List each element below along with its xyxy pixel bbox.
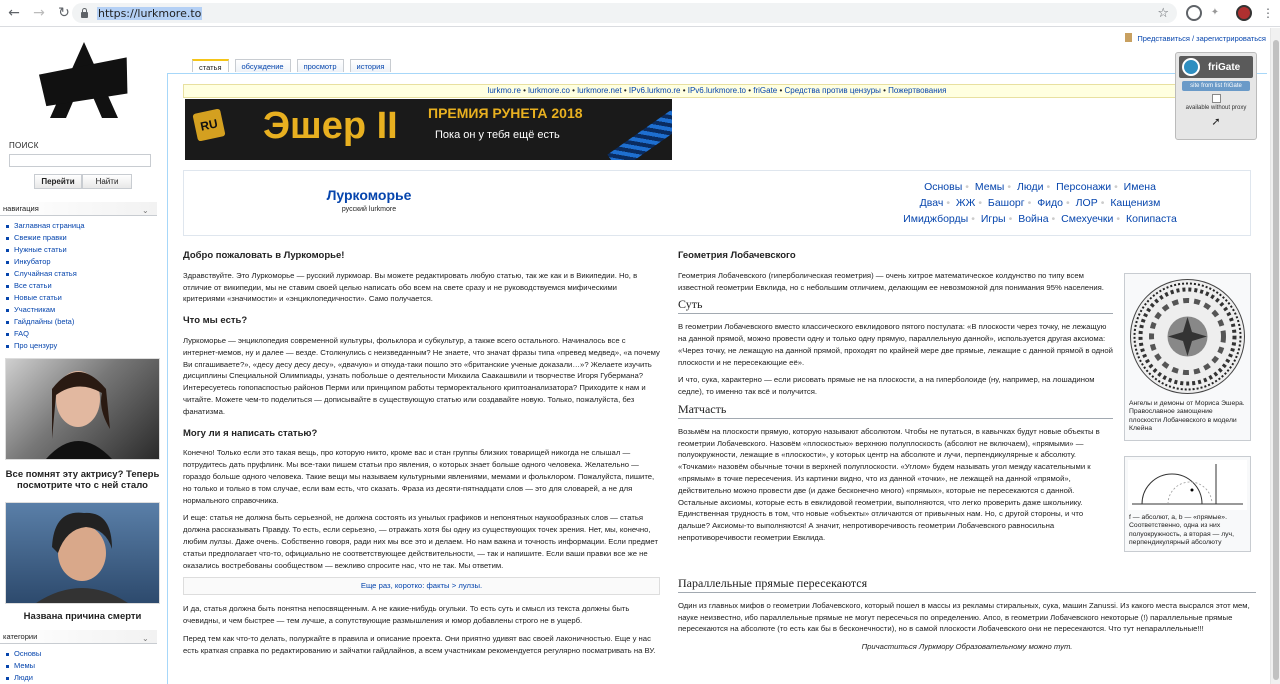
nav-list xyxy=(6,220,85,352)
portal-link[interactable]: Двач xyxy=(919,197,944,209)
hyperbolic-diagram-image xyxy=(1128,460,1247,510)
back-icon[interactable]: ← xyxy=(8,5,20,21)
portal-link[interactable]: Персонажи xyxy=(1056,181,1112,193)
thumb-caption-escher: Ангелы и демоны от Мориса Эшера. Православное замощение плоскости Лобачевского в модели Клейна xyxy=(1129,400,1245,433)
search-input[interactable] xyxy=(9,154,151,167)
thumb-caption-diagram: f — абсолют, a, b — «прямые». Соответственно, одна из них полуокружность, а вторая — луч, перпендикулярный абсолюту xyxy=(1129,514,1234,547)
link-mirror[interactable]: IPv6.lurkmore.to xyxy=(687,86,746,95)
ad-caption-2[interactable]: Названа причина смерти xyxy=(23,611,142,622)
login-link[interactable]: Представиться / зарегистрироваться xyxy=(1137,34,1266,43)
ad-image-singer[interactable] xyxy=(5,502,160,604)
essence-text-2: И что, сука, характерно — если рисовать прямые не на плоскости, а на гиперболоиде (ну, например, на лошадином седле), то именно так всё и получится. xyxy=(678,375,1095,397)
extension-pin-icon[interactable]: ✦ xyxy=(1207,5,1223,21)
nav-title: навигация xyxy=(3,204,39,213)
frigate-header xyxy=(1179,56,1253,78)
award-banner[interactable] xyxy=(185,99,672,160)
portal-link[interactable]: Фидо xyxy=(1037,197,1064,209)
section-heading-theory: Матчасть xyxy=(678,404,1113,419)
frigate-checkbox-icon[interactable] xyxy=(1212,94,1221,103)
portal-link[interactable]: Игры xyxy=(980,213,1006,225)
section-heading-parallels: Параллельные прямые пересекаются xyxy=(678,578,1256,593)
address-bar[interactable] xyxy=(72,3,1177,23)
url-text[interactable]: https://lurkmore.to xyxy=(98,6,202,20)
menu-icon[interactable]: ⋮ xyxy=(1262,6,1274,20)
site-logo[interactable] xyxy=(34,40,134,122)
category-item[interactable]: Люди xyxy=(6,672,41,684)
content-area xyxy=(167,73,1267,684)
ru-badge-icon: RU xyxy=(192,108,225,141)
tab-discussion[interactable]: обсуждение xyxy=(235,59,291,72)
portal-link[interactable]: Копипаста xyxy=(1125,213,1177,225)
section-heading-essence: Суть xyxy=(678,299,1113,314)
right-column xyxy=(678,250,1113,550)
join-text[interactable]: Причаститься Луркмору Образовательному можно тут. xyxy=(861,642,1073,652)
frigate-proxy-label: available without proxy xyxy=(1185,105,1247,111)
link-donate[interactable]: Пожертвования xyxy=(888,86,947,95)
link-mirror[interactable]: lurkmore.net xyxy=(577,86,622,95)
right-column-bottom xyxy=(678,578,1256,659)
link-mirror[interactable]: lurkmo.re xyxy=(487,86,521,95)
nav-item[interactable]: Гайдлайны (beta) xyxy=(6,316,85,328)
thumb-escher[interactable] xyxy=(1124,273,1251,441)
portal-row-3: Имиджборды • Игры • Война • Смехуечки • Копипаста xyxy=(903,213,1177,225)
link-mirror[interactable]: IPv6.lurkmo.re xyxy=(628,86,681,95)
nav-item[interactable]: Заглавная страница xyxy=(6,220,85,232)
portal-link[interactable]: Башорг xyxy=(987,197,1025,209)
portal-row-1: Основы • Мемы • Люди • Персонажи • Имена xyxy=(924,181,1156,193)
essence-text-1: В геометрии Лобачевского вместо классического евклидового пятого постулата: «В плоскости через точку, не лежащую на данной прямой, можно провести одну и только одну прямую, параллельную данной», используется другая аксиома: «Через точку, не лежащую на данной прямой, проходят по крайней мере две прямые, лежащие с данной прямой в одной плоскости и не пересекающие её». xyxy=(678,322,1113,367)
mirror-links-bar: lurkmo.re • lurkmore.co • lurkmore.net • IPv6.lurkmo.re • IPv6.lurkmore.to • friGate • Средства против цензуры • Пожертвования xyxy=(183,84,1251,98)
portal-title[interactable]: Луркоморье xyxy=(326,187,412,203)
nav-portlet-header[interactable] xyxy=(0,202,157,216)
forward-icon[interactable]: → xyxy=(33,5,45,21)
nav-item[interactable]: Инкубатор xyxy=(6,256,85,268)
chevron-down-icon: ⌄ xyxy=(142,206,149,215)
portal-link[interactable]: Мемы xyxy=(974,181,1005,193)
nav-item[interactable]: Свежие правки xyxy=(6,232,85,244)
parallels-text: Один из главных мифов о геометрии Лобачевского, который пошел в массы из рекламы стиральных, сука, машин Zanussi. Из какого места высрался этот мем, науке неизвестно, ибо параллельные прямые не могут пересечься по определению. Апсо, в геометрии Лобачевского некоторые (!) параллельные прямые пересекаются на абсолюте (то есть как бы в бесконечности), но в самой плоскости Лобачевского они не пересекаются. Что тут непараллельные!!! xyxy=(678,600,1250,634)
categories-portlet-header[interactable] xyxy=(0,630,157,644)
thumb-diagram[interactable] xyxy=(1124,456,1251,552)
left-column xyxy=(183,250,660,662)
page-scrollbar[interactable] xyxy=(1270,28,1280,684)
can-text-1: Конечно! Только если это такая вещь, про которую никто, кроме вас и стан группы близких товарищей никогда не слышал — потрудитесь дать пруфлинк. Мы все-таки пишем статьи про явления, о которых знает больше одного человека. Желательно — гораздо больше одного человека. Такие вещи мы называем культурными явлениями, мемами и фольклором. Пожалуйста, пишите, но только и только в том случае, если вам есть, что сказать. Фраза из десяти-пятнадцати слов — это для словарей, а не для нормального справочника. xyxy=(183,448,655,505)
featured-intro: Геометрия Лобачевского (гиперболическая геометрия) — очень хитрое математическое колдунство по типу всем известной геометрии Евклида, но с небольшим отличием, делающим ее невозможной для понимания 95% населения. xyxy=(678,270,1104,292)
banner-subtitle: Пока он у тебя ещё есть xyxy=(435,129,560,141)
portal-row-2: Двач • ЖЖ • Башорг • Фидо • ЛОР • Кащенизм xyxy=(919,197,1161,209)
browser-toolbar xyxy=(0,0,1280,27)
sidebar xyxy=(0,28,165,684)
search-label: ПОИСК xyxy=(9,141,39,150)
user-icon xyxy=(1125,33,1132,42)
portal-link[interactable]: Война xyxy=(1018,213,1049,225)
banner-big-text: Эшер II xyxy=(263,105,398,147)
categories-list xyxy=(6,648,41,684)
category-item[interactable]: Мемы xyxy=(6,660,41,672)
profile-avatar[interactable] xyxy=(1236,5,1252,21)
find-button[interactable]: Найти xyxy=(82,174,132,189)
ad-image-actress[interactable] xyxy=(5,358,160,460)
link-anticensorship[interactable]: Средства против цензуры xyxy=(784,86,881,95)
nav-item[interactable]: Новые статьи xyxy=(6,292,85,304)
frigate-name: friGate xyxy=(1208,61,1241,73)
reload-icon[interactable]: ↻ xyxy=(58,5,70,21)
nav-item[interactable]: FAQ xyxy=(6,328,85,340)
portal-link[interactable]: Смехуечки xyxy=(1061,213,1114,225)
portal-link[interactable]: Люди xyxy=(1016,181,1044,193)
chevron-down-icon: ⌄ xyxy=(142,634,149,643)
theory-text: Возьмём на плоскости прямую, которую называют абсолютом. Чтобы не путаться, в кавычках будут новые объекты в геометрии Лобачевского. Назовём «плоскостью» верхнюю полуплоскость (абсолют не включаем), «прямыми» — полуокружности, лежащие в «плоскости», у которых центр на абсолюте и лучи, перпендикулярные к абсолюту. «Точками» назовём обычные точки в верхней полуплоскости. «Углом» будем называть угол между касательными к «прямым» в точке пересечения. Из картинки видно, что из данной «точки», не лежащей на данной «прямой», действительно можно провести две (и даже бесконечно много) «прямых», которые не пересекаются с данной. Остальные аксиомы, которые есть в евклидовой геометрии, выполняются, что легко проверить даже школьнику. Единственная трудность в том, что новые «объекты» отличаются от привычных нам. Но, с другой стороны, и что дальше? Аксиомы-то выполняются! А значит, непротиворечивость геометрии Лобачевского равносильна непротиворечивости геометрии Евклида. xyxy=(678,426,1100,542)
can-heading: Могу ли я написать статью? xyxy=(183,427,318,439)
cursor-arrow-icon: ➚ xyxy=(1211,116,1221,128)
lock-icon xyxy=(80,8,89,18)
facts-note[interactable]: Еще раз, коротко: факты > лулзы. xyxy=(183,577,660,595)
portal-box xyxy=(183,170,1251,236)
nav-item[interactable]: Случайная статья xyxy=(6,268,85,280)
tab-history[interactable]: история xyxy=(350,59,392,72)
banner-stripe xyxy=(607,103,672,160)
can-text-3: И да, статья должна быть понятна непосвященным. А не какие-нибудь огульки. То есть суть и смысл из текста должны быть очевидны, и чем быстрее — тем лучше, а сопутствующие размышления и юмор добавлены строго не в ущерб. xyxy=(183,604,630,625)
category-item[interactable]: Основы xyxy=(6,648,41,660)
can-text-4: Перед тем как что-то делать, полуркайте в правила и описание проекта. Они приятно удивят вас своей лаконичностью. Еще у нас есть краткая справка по редактированию и зайчатки гайдлайнов, а всем участникам рекомендуется регулярно посматривать на ВУ. xyxy=(183,633,656,655)
page-tabs xyxy=(192,59,397,73)
tab-article[interactable]: статья xyxy=(192,59,229,72)
frigate-logo-icon xyxy=(1182,58,1200,76)
escher-circle-limit-image xyxy=(1128,277,1247,396)
link-mirror[interactable]: lurkmore.co xyxy=(528,86,570,95)
tab-view[interactable]: просмотр xyxy=(297,59,344,72)
ad-caption-1[interactable]: Все помнят эту актрису? Теперь посмотрите что с ней стало xyxy=(5,469,160,491)
portal-link[interactable]: Имиджборды xyxy=(903,213,969,225)
portal-subtitle: русский lurkmore xyxy=(341,206,397,213)
what-text: Луркоморье — энциклопедия современной культуры, фольклора и субкультур, а также всего остального. Начиналось все с интернет-мемов, ну и далее — везде. Столкнулись с неизведанным? Не знаете, что значат фразы типа «превед медвед», «а почему Ви спгашиваете?», «десу десу десу десу», «двачую» и откуда-таки пошло это «британские ученые доказали…»? Желаете изучить дисциплины Специальной Олимпиады, узнать побольше о деятельности Михаила Саакашвили и творчестве Игоря Губермана? Интересуетесь гопопаспостью районов Перми или принципом работы терморектального криптоанализатора? Приходите к нам и читайте. Можете чем-то поделиться — дописывайте в существующую статью или создавайте новую. Только, пожалуйста, без фанатизма. xyxy=(183,335,660,416)
welcome-heading: Добро пожаловать в Луркоморье! xyxy=(183,250,345,261)
nav-item[interactable]: Все статьи xyxy=(6,280,85,292)
what-heading: Что мы есть? xyxy=(183,315,248,327)
frigate-popup[interactable] xyxy=(1175,52,1257,140)
user-links xyxy=(1125,33,1266,43)
nav-item[interactable]: Нужные статьи xyxy=(6,244,85,256)
nav-item[interactable]: Участникам xyxy=(6,304,85,316)
welcome-text: Здравствуйте. Это Луркоморье — русский луркмоар. Вы можете редактировать любую статью, так же как и в Википедии. Но, в отличие от википедии, мы не ставим своей целью написать обо всем на свете сразу и не руководствуемся мифическими критериями «значимости» и «энциклопедичности». Само получается. xyxy=(183,270,638,304)
go-button[interactable]: Перейти xyxy=(34,174,82,189)
portal-link[interactable]: ЛОР xyxy=(1075,197,1098,209)
banner-title: ПРЕМИЯ РУНЕТА 2018 xyxy=(428,105,583,121)
link-frigate[interactable]: friGate xyxy=(753,86,778,95)
extension-icon[interactable] xyxy=(1186,5,1202,21)
portal-link[interactable]: ЖЖ xyxy=(955,197,976,209)
portal-link[interactable]: Имена xyxy=(1123,181,1156,193)
frigate-list-badge: site from list friGate xyxy=(1182,81,1250,91)
bookmark-star-icon[interactable]: ☆ xyxy=(1157,5,1169,21)
portal-link[interactable]: Кащенизм xyxy=(1110,197,1161,209)
featured-title[interactable]: Геометрия Лобачевского xyxy=(678,250,796,261)
nav-item[interactable]: Про цензуру xyxy=(6,340,85,352)
categories-title: категории xyxy=(3,632,38,641)
can-text-2: И еще: статья не должна быть серьезной, не должна состоять из унылых графиков и непонятных наукообразных слов — статья должна рассказывать Правду. То есть, если серьезно, — отражать хотя бы одну из существующих точек зрения. Нет, мы, конечно, любим лулзы. Даже очень. Собственно говоря, ради них мы все это и делаем. Но нам важна и точность информации. Если предмет статьи предполагает что-то, официально не соответствующее действительности, — так и напишите. Если ваши правки все же не оказались востребованы сообществом — вежливо спросите нас, что не так. Мы ответим. xyxy=(183,513,658,570)
portal-link[interactable]: Основы xyxy=(924,181,963,193)
